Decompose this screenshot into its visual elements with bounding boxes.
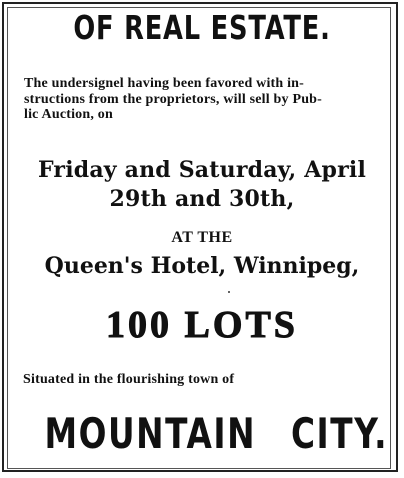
intro-line-3: lic Auction, on bbox=[24, 107, 113, 122]
at-the-label: AT THE bbox=[171, 229, 233, 246]
venue: Queen's Hotel, Winnipeg, bbox=[44, 253, 360, 279]
date-line-2: 29th and 30th, bbox=[109, 186, 295, 212]
town-name: MOUNTAIN CITY. bbox=[44, 409, 389, 458]
lots-heading: 100 LOTS bbox=[106, 304, 298, 346]
situated-line: Situated in the flourishing town of bbox=[23, 372, 235, 387]
date-line-1: Friday and Saturday, April bbox=[37, 157, 367, 183]
print-speck bbox=[228, 291, 230, 293]
intro-line-2: structions from the proprietors, will sell by Pub- bbox=[24, 92, 323, 107]
headline: OF REAL ESTATE. bbox=[73, 8, 331, 47]
intro-line-1: The undersignel having been favored with in- bbox=[24, 76, 305, 91]
